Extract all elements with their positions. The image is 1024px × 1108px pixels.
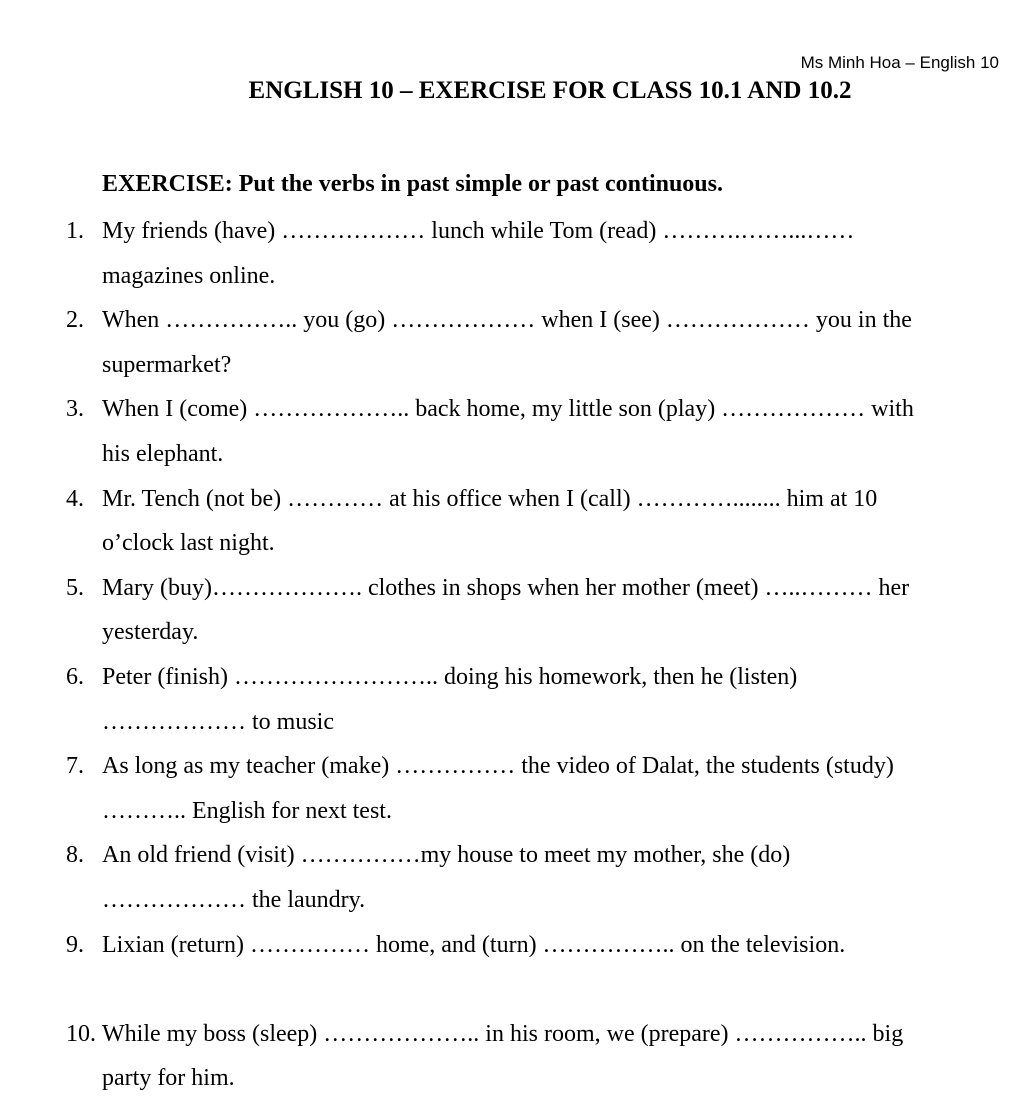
item-line: Mary (buy)………………. clothes in shops when her mother (meet) …..……… her <box>102 574 910 601</box>
item-number: 8. <box>66 842 84 869</box>
item-line: When …………….. you (go) ……………… when I (see) ……………… you in the <box>102 307 912 334</box>
exercise-item-10 <box>66 1019 982 1108</box>
exercise-item-3 <box>66 394 982 483</box>
exercise-item-6 <box>66 662 982 751</box>
exercise-item-4 <box>66 484 982 573</box>
item-number: 6. <box>66 663 84 690</box>
item-line: supermarket? <box>102 351 232 378</box>
item-number: 9. <box>66 931 84 958</box>
exercise-item-8 <box>66 840 982 929</box>
item-line: yesterday. <box>102 619 199 646</box>
item-number: 3. <box>66 396 84 423</box>
item-line: Mr. Tench (not be) ………… at his office when I (call) …………........ him at 10 <box>102 485 878 512</box>
exercise-instruction: EXERCISE: Put the verbs in past simple or past continuous. <box>102 171 723 197</box>
item-line: party for him. <box>102 1065 235 1092</box>
item-line: When I (come) ……………….. back home, my little son (play) ……………… with <box>102 396 914 423</box>
item-line: My friends (have) ……………… lunch while Tom (read) ……….……...…… <box>102 218 855 244</box>
exercise-item-7 <box>66 751 982 840</box>
teacher-note: Ms Minh Hoa – English 10 <box>800 53 999 72</box>
item-line: An old friend (visit) ……………my house to meet my mother, she (do) <box>102 842 791 869</box>
exercise-item-2 <box>66 305 982 394</box>
item-line: ……….. English for next test. <box>102 797 392 824</box>
item-line: As long as my teacher (make) …………… the video of Dalat, the students (study) <box>102 753 894 780</box>
item-number: 5. <box>66 574 84 601</box>
exercise-item-9 <box>66 930 982 1019</box>
exercise-item-5 <box>66 573 982 662</box>
item-line: Lixian (return) …………… home, and (turn) …………….. on the television. <box>102 931 846 958</box>
item-line: Peter (finish) …………………….. doing his homework, then he (listen) <box>102 663 798 690</box>
item-line: magazines online. <box>102 262 276 289</box>
exercise-item-1 <box>66 216 982 305</box>
item-number: 4. <box>66 485 84 512</box>
document-title: ENGLISH 10 – EXERCISE FOR CLASS 10.1 AND 10.2 <box>248 77 852 104</box>
item-number: 2. <box>66 307 84 334</box>
exercise-list <box>66 216 982 1108</box>
item-line <box>102 974 982 1019</box>
item-line: ……………… to music <box>102 708 334 735</box>
item-line: ……………… the laundry. <box>102 886 366 913</box>
item-number: 7. <box>66 753 84 780</box>
item-number: 1. <box>66 218 84 244</box>
item-line: While my boss (sleep) ……………….. in his room, we (prepare) …………….. big <box>102 1020 904 1047</box>
item-line: o’clock last night. <box>102 530 275 557</box>
item-number: 10. <box>66 1020 96 1047</box>
item-line: his elephant. <box>102 440 224 467</box>
